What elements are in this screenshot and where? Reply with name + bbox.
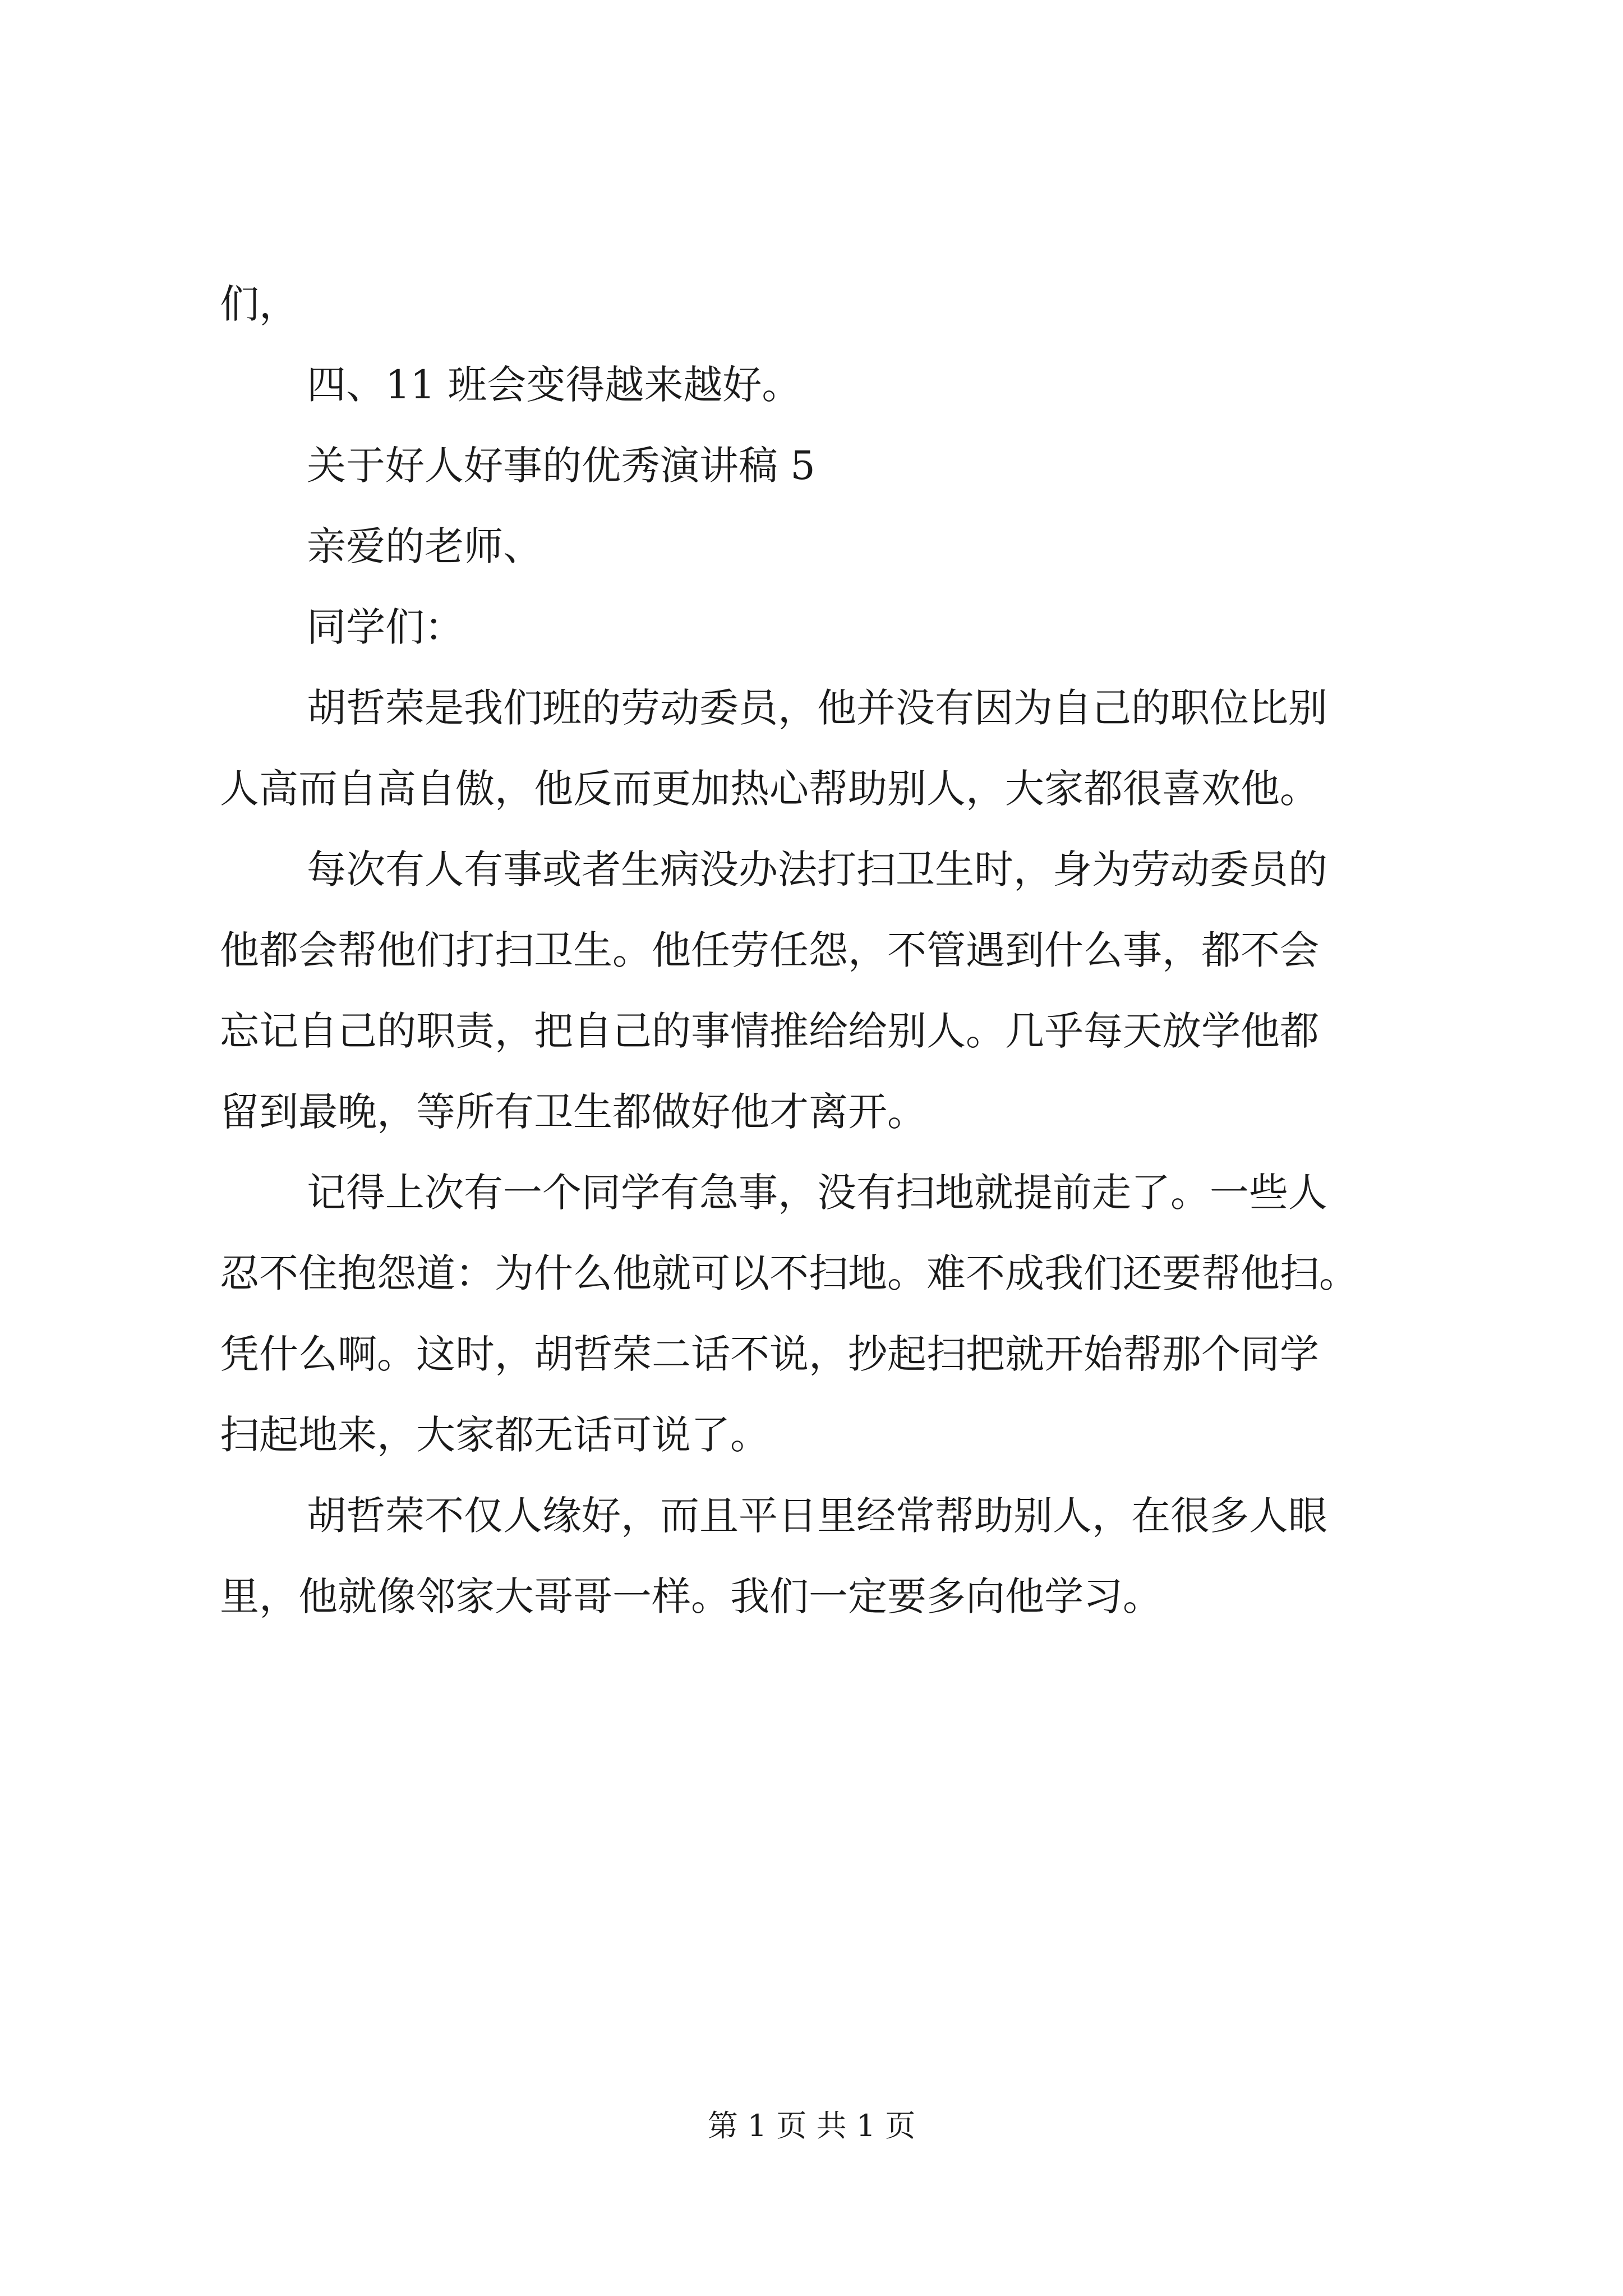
- text-line: 四、11 班会变得越来越好。: [307, 362, 801, 408]
- text-line: 们，: [220, 281, 298, 327]
- text-line: 胡哲荣是我们班的劳动委员，他并没有因为自己的职位比别: [307, 685, 1327, 731]
- document-body: [220, 264, 1426, 1637]
- salutation: 亲爱的老师、: [307, 523, 542, 569]
- text-line: 记得上次有一个同学有急事，没有扫地就提前走了。一些人: [307, 1170, 1327, 1216]
- text-line: 胡哲荣不仅人缘好，而且平日里经常帮助别人，在很多人眼: [307, 1493, 1327, 1539]
- text-line: 扫起地来，大家都无话可说了。: [220, 1412, 769, 1458]
- page-footer: [0, 2106, 1623, 2146]
- page-number: 第 1 页 共 1 页: [707, 2108, 916, 2143]
- text-line: 他都会帮他们打扫卫生。他任劳任怨，不管遇到什么事，都不会: [220, 927, 1319, 973]
- text-line: 里，他就像邻家大哥哥一样。我们一定要多向他学习。: [220, 1573, 1162, 1619]
- text-line: 忘记自己的职责，把自己的事情推给给别人。几乎每天放学他都: [220, 1008, 1319, 1054]
- text-line: 留到最晚，等所有卫生都做好他才离开。: [220, 1089, 926, 1135]
- salutation: 同学们：: [307, 604, 464, 650]
- text-line: 凭什么啊。这时，胡哲荣二话不说，抄起扫把就开始帮那个同学: [220, 1331, 1319, 1377]
- text-line: 每次有人有事或者生病没办法打扫卫生时，身为劳动委员的: [307, 846, 1327, 892]
- text-line: 人高而自高自傲，他反而更加热心帮助别人，大家都很喜欢他。: [220, 766, 1319, 812]
- text-line: 忍不住抱怨道：为什么他就可以不扫地。难不成我们还要帮他扫。: [220, 1250, 1358, 1296]
- speech-title: 关于好人好事的优秀演讲稿 5: [307, 443, 815, 489]
